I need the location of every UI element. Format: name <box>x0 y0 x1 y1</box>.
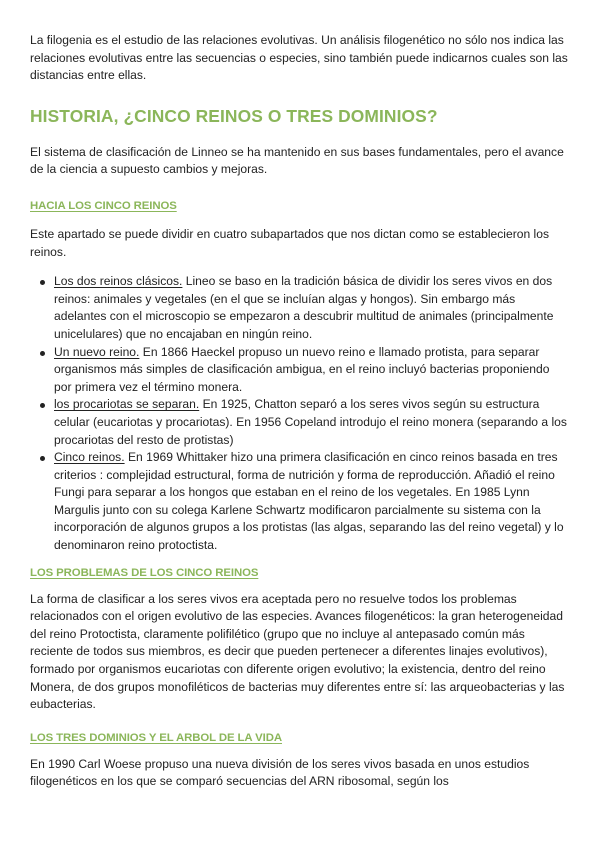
section2-paragraph: La forma de clasificar a los seres vivos era aceptada pero no resuelve todos los problemas relacionados con el origen evolutivo de las especies. Avances filogenéticos: la gran heterogeneidad del reino Protoctista, claramente polifilético (grupo que no incluye al antepasado común más reciente de todos sus miembros, es decir que pueden pertenecer a diferentes linajes evolutivos), formado por organismos eucariotas con diferente origen evolutivo; la existencia, dentro del reino Monera, de dos grupos monofiléticos de bacterias muy diferentes entre sí: las arqueobacterias y las eubacterias. <box>30 591 565 712</box>
subheading-cinco-reinos: HACIA LOS CINCO REINOS <box>30 199 177 212</box>
section1-paragraph: Este apartado se puede dividir en cuatro subapartados que nos dictan como se establecieron los reinos. <box>30 226 550 259</box>
list-item <box>54 273 570 343</box>
subheading-problemas: LOS PROBLEMAS DE LOS CINCO REINOS <box>30 566 259 579</box>
list-item-title: Los dos reinos clásicos. <box>54 274 183 289</box>
list-item-text: Lineo se baso en la tradición básica de dividir los seres vivos en dos reinos: animales y vegetales (en el que se incluían algas y hongos). Sin embargo más adelantes con el microscopio se empezaron a descubrir multitud de animales (principalmente unicelulares) que no encajaban en ningún reino. <box>54 274 554 341</box>
list-item-title: Un nuevo reino. <box>54 344 140 359</box>
list-item-title: Cinco reinos. <box>54 450 125 465</box>
heading-paragraph: El sistema de clasificación de Linneo se ha mantenido en sus bases fundamentales, pero el avance de la ciencia a supuesto cambios y mejoras. <box>30 144 564 177</box>
section3-paragraph: En 1990 Carl Woese propuso una nueva división de los seres vivos basada en unos estudios filogenéticos en los que se comparó secuencias del ARN ribosomal, según los <box>30 756 530 789</box>
list-item-text: En 1969 Whittaker hizo una primera clasificación en cinco reinos basada en tres criterios : complejidad estructural, forma de nutrición y forma de reproducción. Añadió el reino Fungi para separar a los hongos que estaban en el reino de los vegetales. En 1985 Lynn Margulis junto con su colega Karlene Schwartz modificaron parcialmente su sistema con la incorporación de algunos grupos a los protistas (las algas, separando las del reino vegetal) y lo denominaron reino protoctista. <box>54 450 564 553</box>
list-item-text: En 1866 Haeckel propuso un nuevo reino e llamado protista, para separar organismos más simples de clasificación ambigua, en el reino incluyó bacterias proponiendo por primera vez el término monera. <box>54 344 550 394</box>
list-item <box>54 449 570 555</box>
list-item <box>54 396 570 449</box>
list-item-title: los procariotas se separan. <box>54 397 200 412</box>
main-heading: HISTORIA, ¿CINCO REINOS O TRES DOMINIOS? <box>30 105 438 126</box>
intro-paragraph: La filogenia es el estudio de las relaciones evolutivas. Un análisis filogenético no sólo nos indica las relaciones evolutivas entre las secuencias o especies, sino también puede indicarnos cuales son las distancias entre ellas. <box>30 33 568 83</box>
list-item-text: En 1925, Chatton separó a los seres vivos según su estructura celular (eucariotas y procariotas). En 1956 Copeland introdujo el reino monera (separando a los procariotas del resto de protistas) <box>54 397 567 447</box>
reinos-list <box>30 273 570 555</box>
list-item <box>54 344 570 397</box>
subheading-tres-dominios: LOS TRES DOMINIOS Y EL ARBOL DE LA VIDA <box>30 731 282 744</box>
